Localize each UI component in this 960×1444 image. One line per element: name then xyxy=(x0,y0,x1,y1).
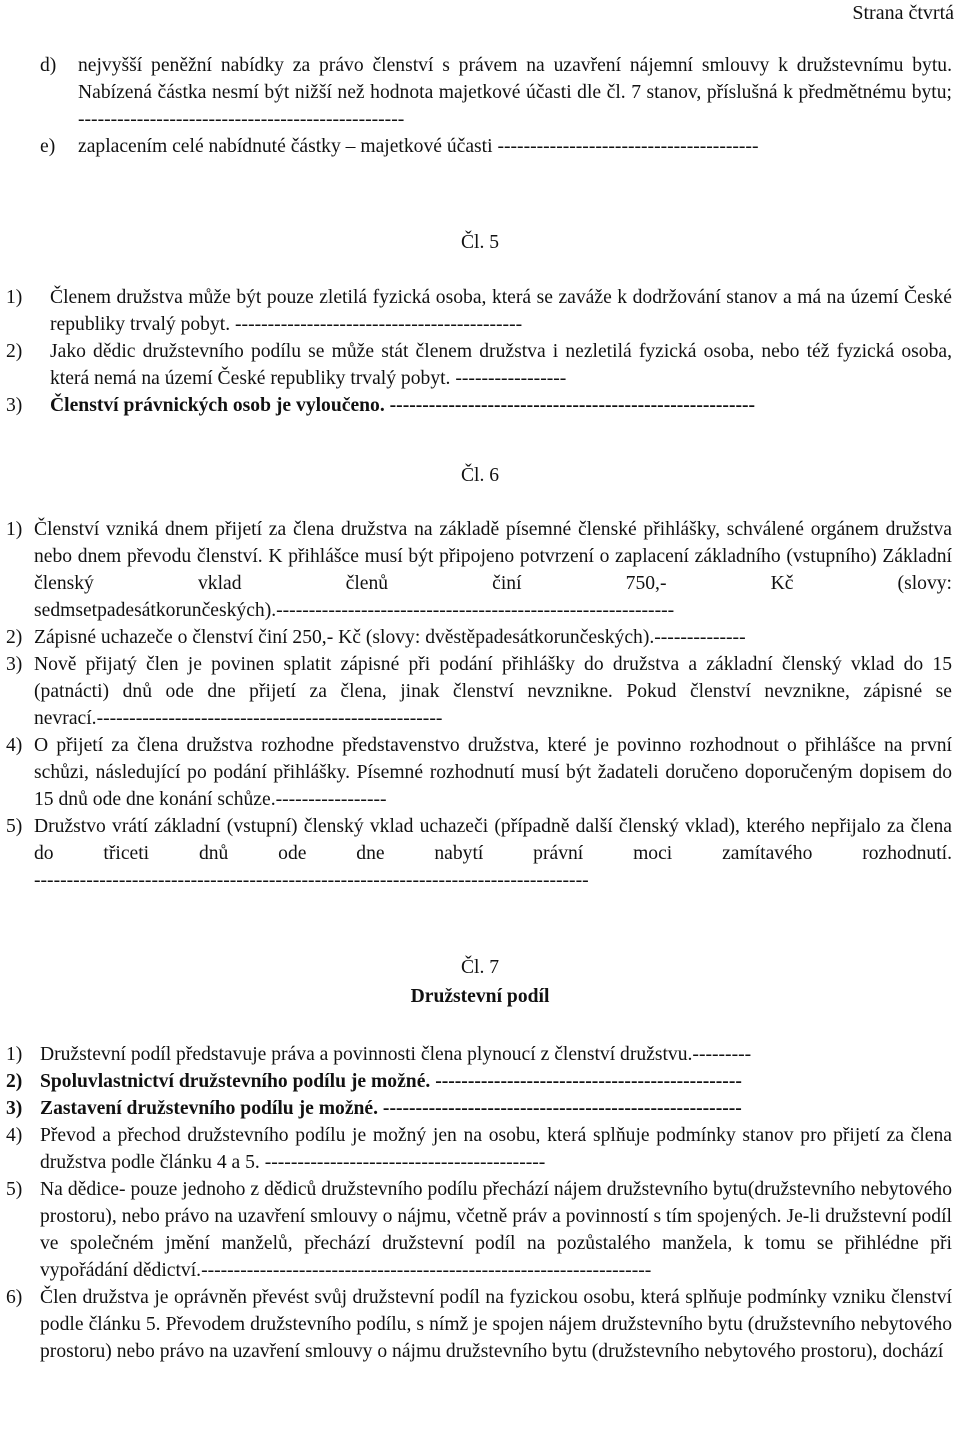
item-dashes: -------------------------------------------- xyxy=(235,314,523,335)
item-number: 5) xyxy=(6,1179,23,1200)
item-text: Spoluvlastnictví družstevního podílu je možné. xyxy=(40,1071,431,1092)
item-dashes: ------------------------------------------------------- xyxy=(382,1098,742,1119)
item-number: 3) xyxy=(6,1098,23,1119)
article-7-title: Družstevní podíl xyxy=(410,986,550,1007)
item-text: Člen družstva je oprávněn převést svůj družstevní podíl na fyzickou osobu, která splňuje podmínky vzniku členství podle článku 5. Převodem družstevního podílu, s nímž je spojen nájem družstevního bytu (družstevního nebytového prostoru) nebo právo na uzavření smlouvy o nájmu družstevního bytu (družstevního nebytového prostoru), dochází xyxy=(40,1287,952,1362)
list-item xyxy=(6,1176,952,1284)
list-item xyxy=(40,52,952,133)
item-number: 3) xyxy=(6,395,23,416)
item-number: 5) xyxy=(6,816,23,837)
list-item xyxy=(6,1284,952,1365)
item-dashes: ---------------------------------------- xyxy=(497,136,759,157)
item-text: zaplacením celé nabídnuté částky – majetkové účasti xyxy=(78,136,493,157)
list-item xyxy=(6,392,952,419)
item-text: Členství právnických osob je vyloučeno. xyxy=(50,395,385,416)
list-item xyxy=(6,1068,952,1095)
list-item xyxy=(6,1122,952,1176)
item-text: Na dědice- pouze jednoho z dědiců družstevního podílu přechází nájem družstevního bytu(družstevního nebytového prostoru), nebo právo na uzavření smlouvy o nájmu, včetně práv a povinností s tím spojených. Je-li družstevní podíl ve společném jmění manželů, přechází družstevní podíl na pozůstalého manžela, k tomu se přihlédne při vypořádání dědictví. xyxy=(40,1179,952,1281)
item-text: Nově přijatý člen je povinen splatit zápisné při podání přihlášky do družstva a základní členský vklad do 15 (patnácti) dnů ode dne přijetí za člena, jinak členství nevznikne. Pokud členství nevznikne, zápisné se nevrací. xyxy=(34,654,952,729)
list-item xyxy=(6,338,952,392)
article-5-section xyxy=(0,284,960,419)
item-text: Družstevní podíl představuje práva a povinnosti člena plynoucí z členství družstvu. xyxy=(40,1044,693,1065)
item-dashes: ----------------------------------------------------- xyxy=(96,708,443,729)
item-dashes: ------------------------------------------------------------------------------------- xyxy=(34,870,589,891)
item-number: 1) xyxy=(6,287,23,308)
list-item xyxy=(40,133,952,160)
article-5-heading: Čl. 5 xyxy=(460,232,500,253)
item-number: e) xyxy=(40,136,56,157)
list-item xyxy=(6,1095,952,1122)
item-text: Zápisné uchazeče o členství činí 250,- Kč (slovy: dvěstěpadesátkorunčeských). xyxy=(34,627,655,648)
item-number: 4) xyxy=(6,1125,23,1146)
article-6-heading: Čl. 6 xyxy=(460,465,500,486)
article-7-section xyxy=(0,1041,960,1365)
item-dashes: -------------- xyxy=(654,627,746,648)
item-number: 4) xyxy=(6,735,23,756)
item-text: nejvyšší peněžní nabídky za právo členství s právem na uzavření nájemní smlouvy k družstevnímu bytu. Nabízená částka nesmí být nižší než hodnota majetkové účasti dle čl. 7 stanov, příslušná k předmětnému bytu; xyxy=(78,55,952,103)
item-number: 2) xyxy=(6,1071,23,1092)
list-item xyxy=(6,651,952,732)
list-item xyxy=(6,284,952,338)
list-item xyxy=(6,1041,952,1068)
item-text: Členem družstva může být pouze zletilá fyzická osoba, která se zaváže k dodržování stanov a má na území České republiky trvalý pobyt. xyxy=(50,287,952,335)
item-number: 1) xyxy=(6,519,23,540)
item-dashes: --------------------------------------------------------------------- xyxy=(201,1260,652,1281)
item-text: Jako dědic družstevního podílu se může stát členem družstva i nezletilá fyzická osoba, nebo též fyzická osoba, která nemá na území České republiky trvalý pobyt. xyxy=(50,341,952,389)
list-item xyxy=(6,813,952,894)
item-dashes: ----------------- xyxy=(275,789,387,810)
item-dashes: --------- xyxy=(692,1044,752,1065)
item-number: 2) xyxy=(6,627,23,648)
item-number: 3) xyxy=(6,654,23,675)
item-number: d) xyxy=(40,55,57,76)
item-number: 2) xyxy=(6,341,23,362)
list-item xyxy=(6,516,952,624)
item-text: Členství vzniká dnem přijetí za člena družstva na základě písemné členské přihlášky, schválené orgánem družstva nebo dnem převodu členství. K přihlášce musí být připojeno potvrzení o zaplacení základního (vstupního) Základní členský vklad členů činí 750,- Kč (slovy: sedmsetpadesátkorunčeských). xyxy=(34,519,952,621)
page-number-label: Strana čtvrtá xyxy=(852,2,954,24)
list-item xyxy=(6,624,952,651)
item-dashes: ------------------------------------------- xyxy=(264,1152,546,1173)
list-item xyxy=(6,732,952,813)
item-number: 1) xyxy=(6,1044,23,1065)
item-dashes: ------------------------------------------------------------- xyxy=(276,600,675,621)
item-dashes: -------------------------------------------------- xyxy=(78,109,405,130)
item-dashes: ----------------- xyxy=(455,368,567,389)
item-text: Převod a přechod družstevního podílu je možný jen na osobu, která splňuje podmínky stanov pro přijetí za člena družstva podle článku 4 a 5. xyxy=(40,1125,952,1173)
item-number: 6) xyxy=(6,1287,23,1308)
item-text: O přijetí za člena družstva rozhodne představenstvo družstva, které je povinno rozhodnout o přihlášce na první schůzi, následující po podání přihlášky. Písemné rozhodnutí musí být žadateli doručeno doporučeným dopisem do 15 dnů ode dne konání schůze. xyxy=(34,735,952,810)
item-dashes: -------------------------------------------------------- xyxy=(389,395,756,416)
item-text: Zastavení družstevního podílu je možné. xyxy=(40,1098,379,1119)
article-7-heading: Čl. 7 xyxy=(460,957,500,978)
item-dashes: ----------------------------------------------- xyxy=(435,1071,742,1092)
article-6-section xyxy=(0,516,960,894)
item-text: Družstvo vrátí základní (vstupní) členský vklad uchazeči (případně další členský vklad), kterého nepřijalo za člena do třiceti dnů ode dne nabytí právní moci zamítavého rozhodnutí. xyxy=(34,816,952,864)
intro-section xyxy=(0,52,960,160)
